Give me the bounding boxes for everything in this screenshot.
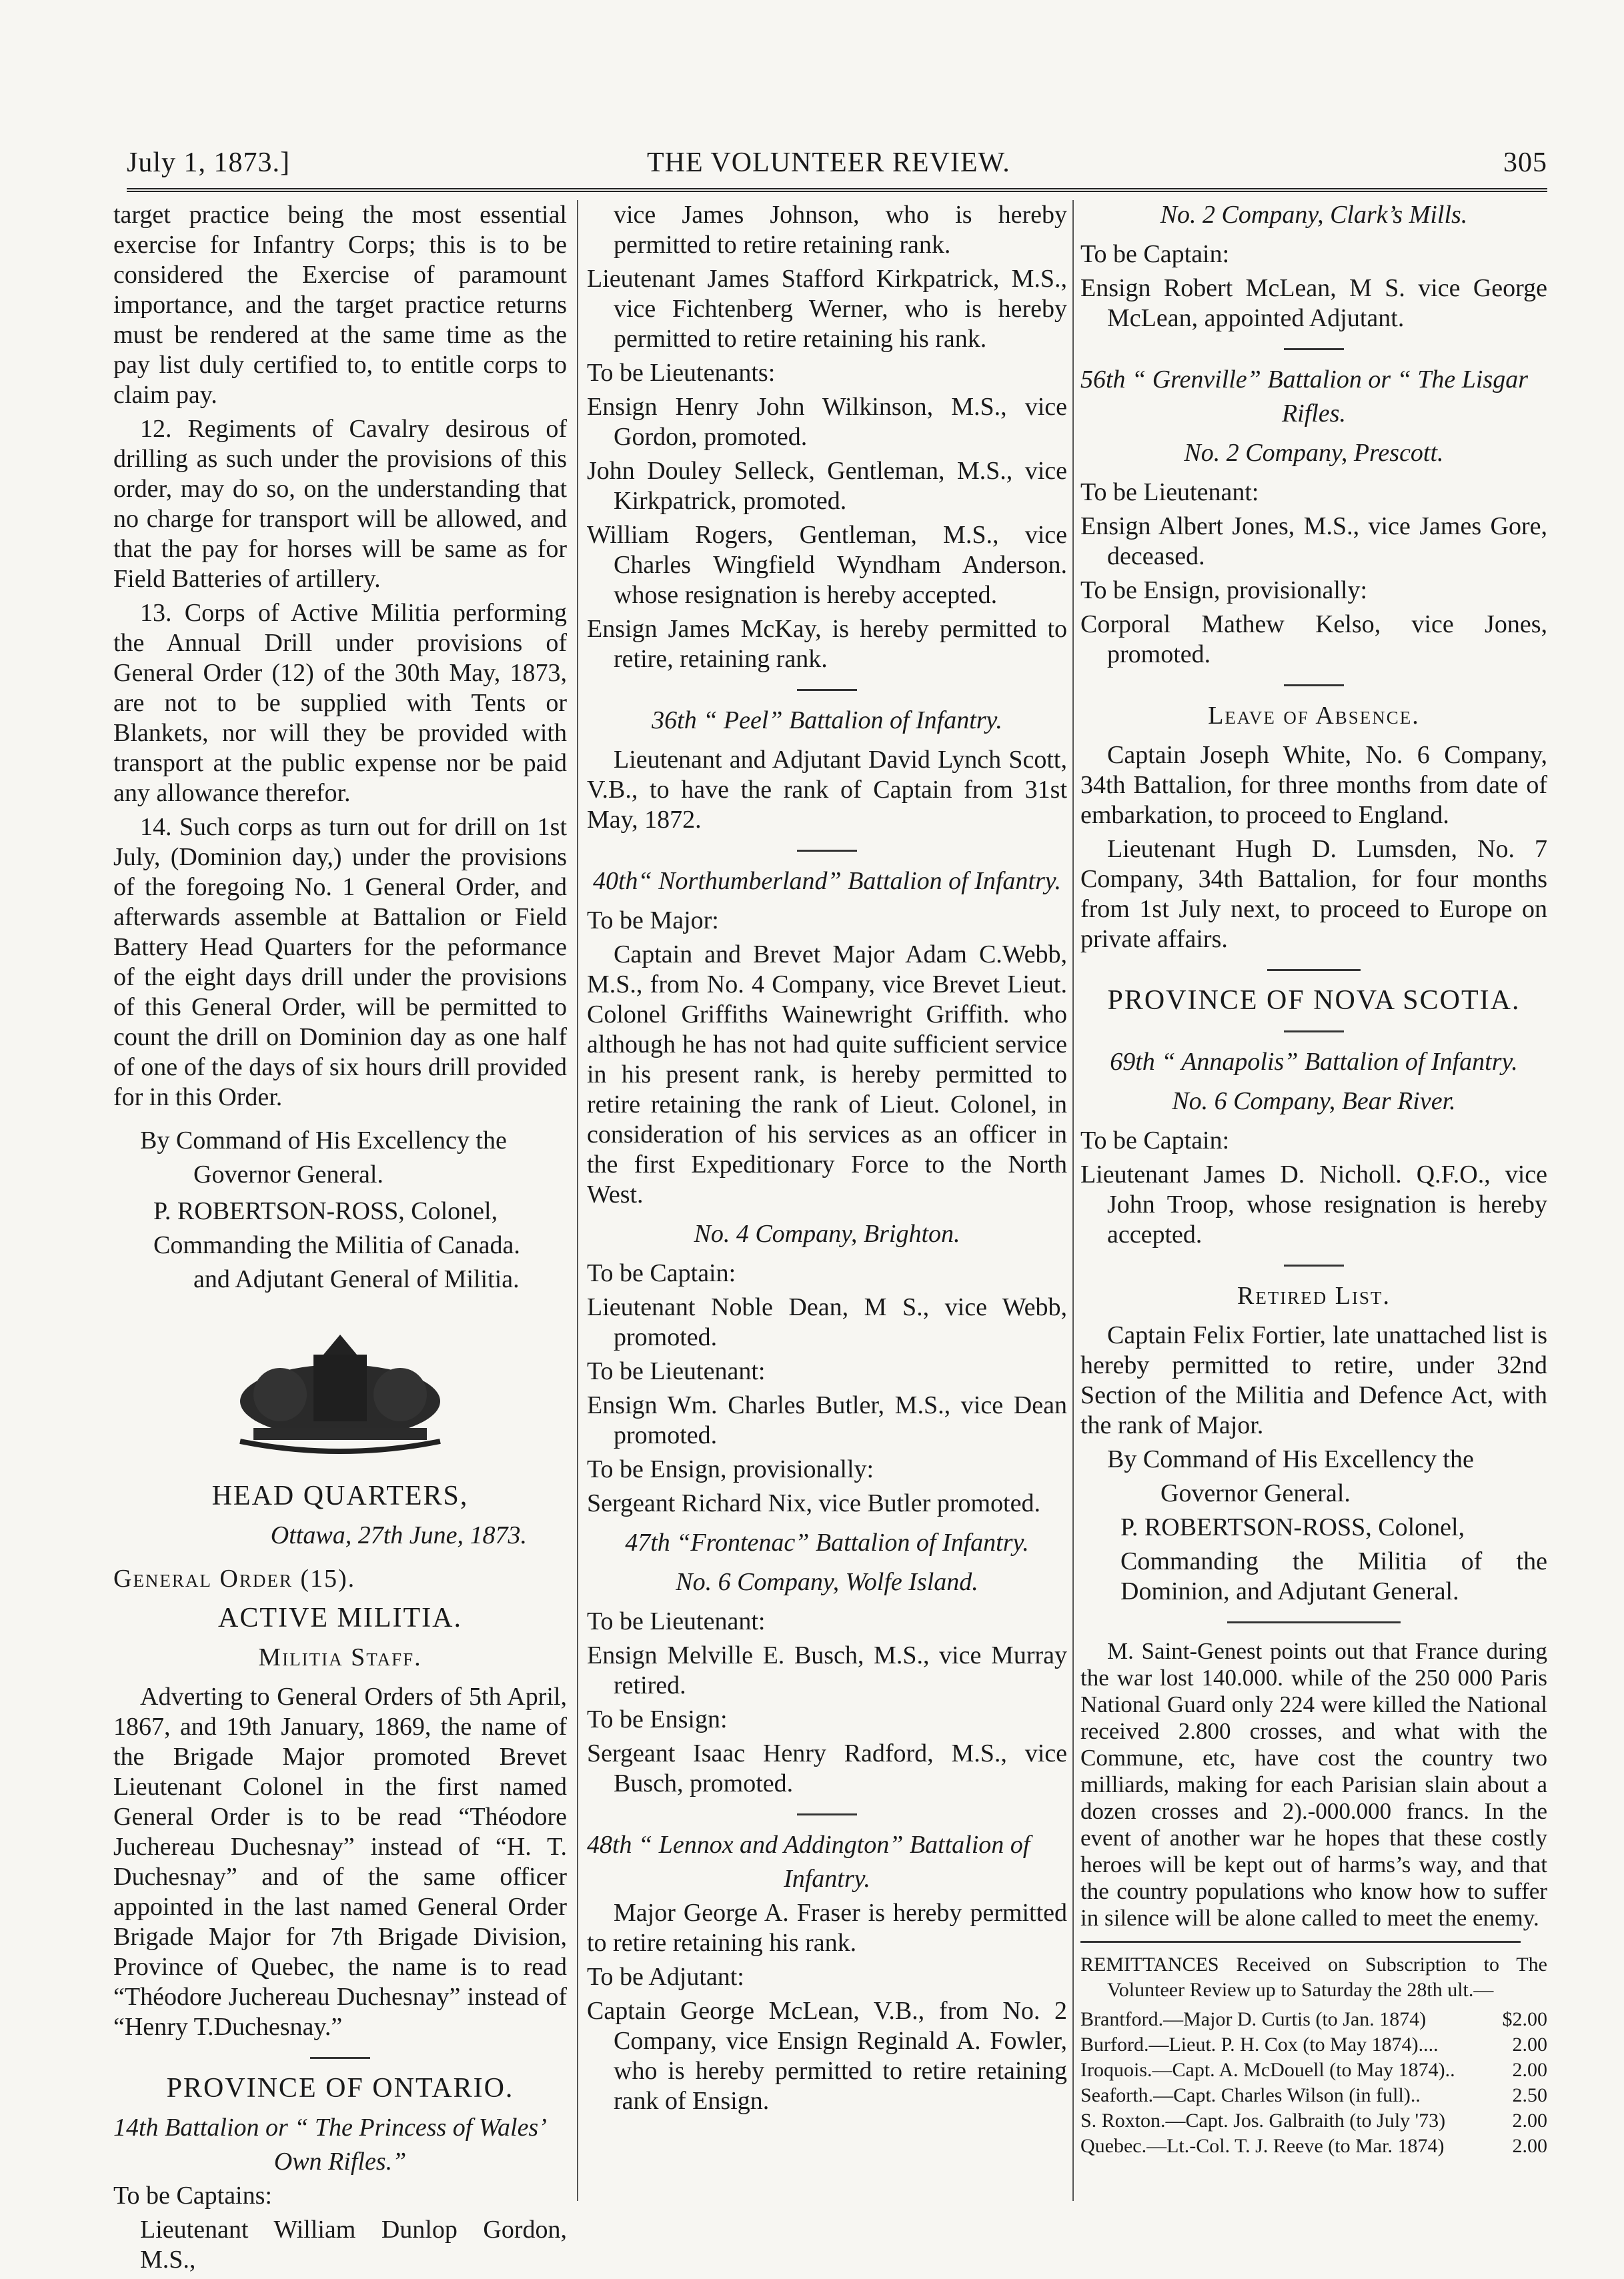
appointment-label: To be Captain:	[587, 1259, 736, 1287]
company-heading: No. 2 Company, Clark’s Mills.	[1160, 201, 1468, 229]
section-rule	[797, 1813, 857, 1815]
appointment-label: To be Lieutenant:	[587, 1607, 766, 1635]
appointment-label: To be Ensign:	[587, 1705, 728, 1733]
column-divider	[1072, 200, 1074, 2201]
section-rule	[1284, 1265, 1344, 1267]
column-3	[1080, 200, 1547, 2159]
command-line: By Command of His Excellency the	[1107, 1445, 1474, 1473]
battalion-heading-2: Infantry.	[784, 1865, 870, 1893]
appointment-entry: William Rogers, Gentleman, M.S., vice Charles Wingfield Wyndham Anderson. whose resignation is hereby accepted.	[587, 521, 1067, 609]
company-heading: No. 2 Company, Prescott.	[1184, 439, 1444, 467]
appointment-entry: Ensign Albert Jones, M.S., vice James Gore, deceased.	[1080, 512, 1547, 570]
column-divider	[577, 200, 578, 2201]
section-rule	[1227, 1621, 1401, 1623]
appointment-label: To be Ensign, provisionally:	[587, 1455, 874, 1483]
battalion-heading: 36th “ Peel” Battalion of Infantry.	[652, 706, 1002, 734]
section-rule	[1284, 684, 1344, 686]
remittances-list	[1080, 2007, 1547, 2159]
appointment-entry: Sergeant Richard Nix, vice Butler promoted.	[587, 1489, 1040, 1517]
signature-title-2: and Adjutant General of Militia.	[193, 1265, 520, 1293]
remittance-row	[1080, 2108, 1547, 2134]
signature-title: Commanding the Militia of the Dominion, and Adjutant General.	[1120, 1547, 1547, 1605]
appointment-entry: Sergeant Isaac Henry Radford, M.S., vice Busch, promoted.	[587, 1739, 1067, 1797]
remittance-amount: 2.00	[1512, 2110, 1547, 2132]
section-rule	[1267, 969, 1361, 971]
retired-entry: Captain Felix Fortier, late unattached list is hereby permitted to retire, under 32nd Section of the Militia and Defence Act, with the rank of Major.	[1080, 1321, 1547, 1439]
remittance-amount: 2.00	[1512, 2135, 1547, 2157]
appointment-label: To be Captain:	[1080, 1126, 1230, 1155]
appointment-label: To be Ensign, provisionally:	[1080, 576, 1368, 604]
appointment-entry: Captain and Brevet Major Adam C.Webb, M.S., from No. 4 Company, vice Brevet Lieut. Colonel Griffiths Wainewright Griffith. who although he has not had quite sufficient service in his present rank, is hereby permitted to retire retaining the rank of Lieut. Colonel, in consideration of his services as an officer in the first Expeditionary Force to the North West.	[587, 940, 1067, 1209]
appointment-entry: Ensign Wm. Charles Butler, M.S., vice Dean promoted.	[587, 1391, 1067, 1449]
section-rule	[1080, 1941, 1521, 1943]
remittances-heading: REMITTANCES Received on Subscription to The Volunteer Review up to Saturday the 28th ult.—	[1080, 1954, 1547, 2001]
province-ontario-heading: PROVINCE OF ONTARIO.	[166, 2073, 514, 2104]
command-line: By Command of His Excellency the	[140, 1126, 507, 1155]
battalion-heading-2: Rifles.	[1281, 400, 1347, 428]
remittance-row	[1080, 2058, 1547, 2083]
battalion-heading: 69th “ Annapolis” Battalion of Infantry.	[1110, 1048, 1518, 1076]
issue-date: July 1, 1873.]	[127, 147, 290, 178]
appointment-label: To be Lieutenant:	[587, 1357, 766, 1385]
retired-heading: Retired List.	[1237, 1282, 1391, 1310]
royal-crest-icon	[200, 1328, 480, 1455]
company-heading: No. 6 Company, Wolfe Island.	[676, 1568, 978, 1596]
leave-entry: Captain Joseph White, No. 6 Company, 34th Battalion, for three months from date of embarkation, to proceed to England.	[1080, 741, 1547, 829]
paragraph-13: 13. Corps of Active Militia performing the Annual Drill under provisions of General Order (12) of the 30th May, 1873, are not to be supplied with Tents or Blankets, nor will they be provided with transport at the public expense nor be paid any allowance therefor.	[113, 599, 567, 807]
appointment-label: To be Captains:	[113, 2182, 272, 2210]
province-nova-scotia-heading: PROVINCE OF NOVA SCOTIA.	[1107, 985, 1521, 1016]
appointment-entry: Ensign Melville E. Busch, M.S., vice Murray retired.	[587, 1641, 1067, 1699]
remittance-amount: 2.00	[1512, 2059, 1547, 2081]
battalion-heading: 47th “Frontenac” Battalion of Infantry.	[625, 1529, 1029, 1557]
battalion-heading-2: Own Rifles.”	[273, 2148, 407, 2176]
appointment-entry: Ensign James McKay, is hereby permitted to retire, retaining rank.	[587, 615, 1067, 673]
page-header	[127, 133, 1547, 180]
battalion-heading: 14th Battalion or “ The Princess of Wales’	[113, 2114, 547, 2142]
remittance-amount: 2.00	[1512, 2034, 1547, 2056]
remittance-text: S. Roxton.—Capt. Jos. Galbraith (to July '73)	[1080, 2110, 1446, 2132]
signature-name: P. ROBERTSON-ROSS, Colonel,	[1120, 1513, 1465, 1541]
signature-title: Commanding the Militia of Canada.	[153, 1231, 520, 1259]
section-rule	[797, 689, 857, 691]
page-number: 305	[1503, 147, 1547, 178]
section-rule	[1284, 348, 1344, 350]
appointment-entry: John Douley Selleck, Gentleman, M.S., vice Kirkpatrick, promoted.	[587, 457, 1067, 515]
remittance-row	[1080, 2007, 1547, 2032]
paragraph-14: 14. Such corps as turn out for drill on 1st July, (Dominion day,) under the provisions of the foregoing No. 1 General Order, and afterwards assemble at Battalion or Field Battery Head Quarters for the peformance of the eight days drill under the provisions of this General Order, will be permitted to count the drill on Dominion day as one half of one of the days of six hours drill provided for in this Order.	[113, 813, 567, 1111]
appointment-entry: Major George A. Fraser is hereby permitted to retire retaining his rank.	[587, 1899, 1067, 1957]
leave-heading: Leave of Absence.	[1208, 702, 1420, 730]
news-item: M. Saint-Genest points out that France during the war lost 140.000. while of the 250 000 Paris National Guard only 224 were killed the National received 2.800 crosses, and what with the Commune, etc, have cost the country two milliards, making for each Parisian slain about a dozen crosses and 2).-000.000 francs. In the event of another war he hopes that these costly heroes will be kept out of harms’s way, and that the country populations who know how to suffer in silence will be alone called to meet the enemy.	[1080, 1638, 1547, 1931]
appointment-label: To be Lieutenants:	[587, 359, 776, 387]
battalion-heading: 56th “ Grenville” Battalion or “ The Lisgar	[1080, 365, 1529, 394]
appointment-entry: Lieutenant Noble Dean, M S., vice Webb, promoted.	[587, 1293, 1067, 1351]
column-2	[587, 200, 1067, 2120]
journal-title: THE VOLUNTEER REVIEW.	[647, 147, 1010, 178]
appointment-entry: Ensign Robert McLean, M S. vice George McLean, appointed Adjutant.	[1080, 274, 1547, 332]
remittance-row	[1080, 2032, 1547, 2058]
remittance-text: Iroquois.—Capt. A. McDouell (to May 1874)..	[1080, 2059, 1455, 2081]
section-rule	[310, 2057, 370, 2059]
general-order-number: General Order (15).	[113, 1565, 356, 1593]
remittance-text: Burford.—Lieut. P. H. Cox (to May 1874)....	[1080, 2034, 1439, 2056]
header-rule	[127, 188, 1547, 192]
appointment-entry: Lieutenant William Dunlop Gordon, M.S.,	[140, 2216, 567, 2274]
section-rule	[1284, 1030, 1344, 1032]
remittance-amount: 2.50	[1512, 2084, 1547, 2106]
signature-name: P. ROBERTSON-ROSS, Colonel,	[153, 1197, 498, 1225]
company-heading: No. 6 Company, Bear River.	[1172, 1087, 1456, 1115]
leave-entry: Lieutenant Hugh D. Lumsden, No. 7 Company, 34th Battalion, for four months from 1st July next, to proceed to Europe on private affairs.	[1080, 835, 1547, 953]
headquarters-date: Ottawa, 27th June, 1873.	[270, 1521, 527, 1549]
remittance-row	[1080, 2134, 1547, 2159]
appointment-entry: Lieutenant James D. Nicholl. Q.F.O., vice John Troop, whose resignation is hereby accepted.	[1080, 1161, 1547, 1249]
remittance-amount: $2.00	[1502, 2008, 1547, 2030]
remittance-text: Quebec.—Lt.-Col. T. J. Reeve (to Mar. 1874)	[1080, 2135, 1445, 2157]
appointment-label: To be Major:	[587, 906, 719, 934]
appointment-entry: vice James Johnson, who is hereby permitted to retire retaining rank.	[614, 201, 1067, 259]
appointment-entry: Corporal Mathew Kelso, vice Jones, promoted.	[1080, 610, 1547, 668]
remittance-text: Brantford.—Major D. Curtis (to Jan. 1874)	[1080, 2008, 1427, 2030]
paragraph-adverting: Adverting to General Orders of 5th April, 1867, and 19th January, 1869, the name of the Brigade Major promoted Brevet Lieutenant Colonel in the first named General Order is to be read “Théodore Juchereau Duchesnay” instead of “H. T. Duchesnay” and of the same officer appointed in the last named General Order Brigade Major for 7th Brigade Division, Province of Quebec, the name is to read “Théodore Juchereau Duchesnay” instead of “Henry T.Duchesnay.”	[113, 1683, 567, 2041]
section-rule	[797, 850, 857, 852]
active-militia-heading: ACTIVE MILITIA.	[218, 1603, 462, 1633]
appointment-entry: Captain George McLean, V.B., from No. 2 Company, vice Ensign Reginald A. Fowler, who is hereby permitted to retire retaining rank of Ensign.	[587, 1997, 1067, 2115]
command-line-2: Governor General.	[193, 1161, 383, 1189]
command-line-2: Governor General.	[1160, 1479, 1351, 1507]
remittance-row	[1080, 2083, 1547, 2108]
appointment-entry: Ensign Henry John Wilkinson, M.S., vice Gordon, promoted.	[587, 393, 1067, 451]
battalion-heading: 48th “ Lennox and Addington” Battalion of	[587, 1831, 1030, 1859]
paragraph-12: 12. Regiments of Cavalry desirous of drilling as such under the provisions of this order, may do so, on the understanding that no charge for transport will be allowed, and that the pay for horses will be same as for Field Batteries of artillery.	[113, 415, 567, 593]
appointment-label: To be Captain:	[1080, 240, 1230, 268]
remittance-text: Seaforth.—Capt. Charles Wilson (in full)..	[1080, 2084, 1421, 2106]
paragraph-target-practice: target practice being the most essential exercise for Infantry Corps; this is to be considered the Exercise of paramount importance, and the target practice returns must be rendered at the same time as the pay list duly certified to, to entitle corps to claim pay.	[113, 201, 567, 409]
militia-staff-heading: Militia Staff.	[258, 1643, 422, 1671]
appointment-label: To be Lieutenant:	[1080, 478, 1259, 506]
appointment-entry: Lieutenant and Adjutant David Lynch Scott, V.B., to have the rank of Captain from 31st May, 1872.	[587, 746, 1067, 834]
headquarters-heading: HEAD QUARTERS,	[211, 1481, 469, 1511]
column-1	[113, 200, 567, 2279]
battalion-heading: 40th“ Northumberland” Battalion of Infantry.	[593, 867, 1061, 895]
appointment-label: To be Adjutant:	[587, 1963, 744, 1991]
appointment-entry: Lieutenant James Stafford Kirkpatrick, M.S., vice Fichtenberg Werner, who is hereby permitted to retire retaining his rank.	[587, 265, 1067, 353]
company-heading: No. 4 Company, Brighton.	[694, 1220, 960, 1248]
